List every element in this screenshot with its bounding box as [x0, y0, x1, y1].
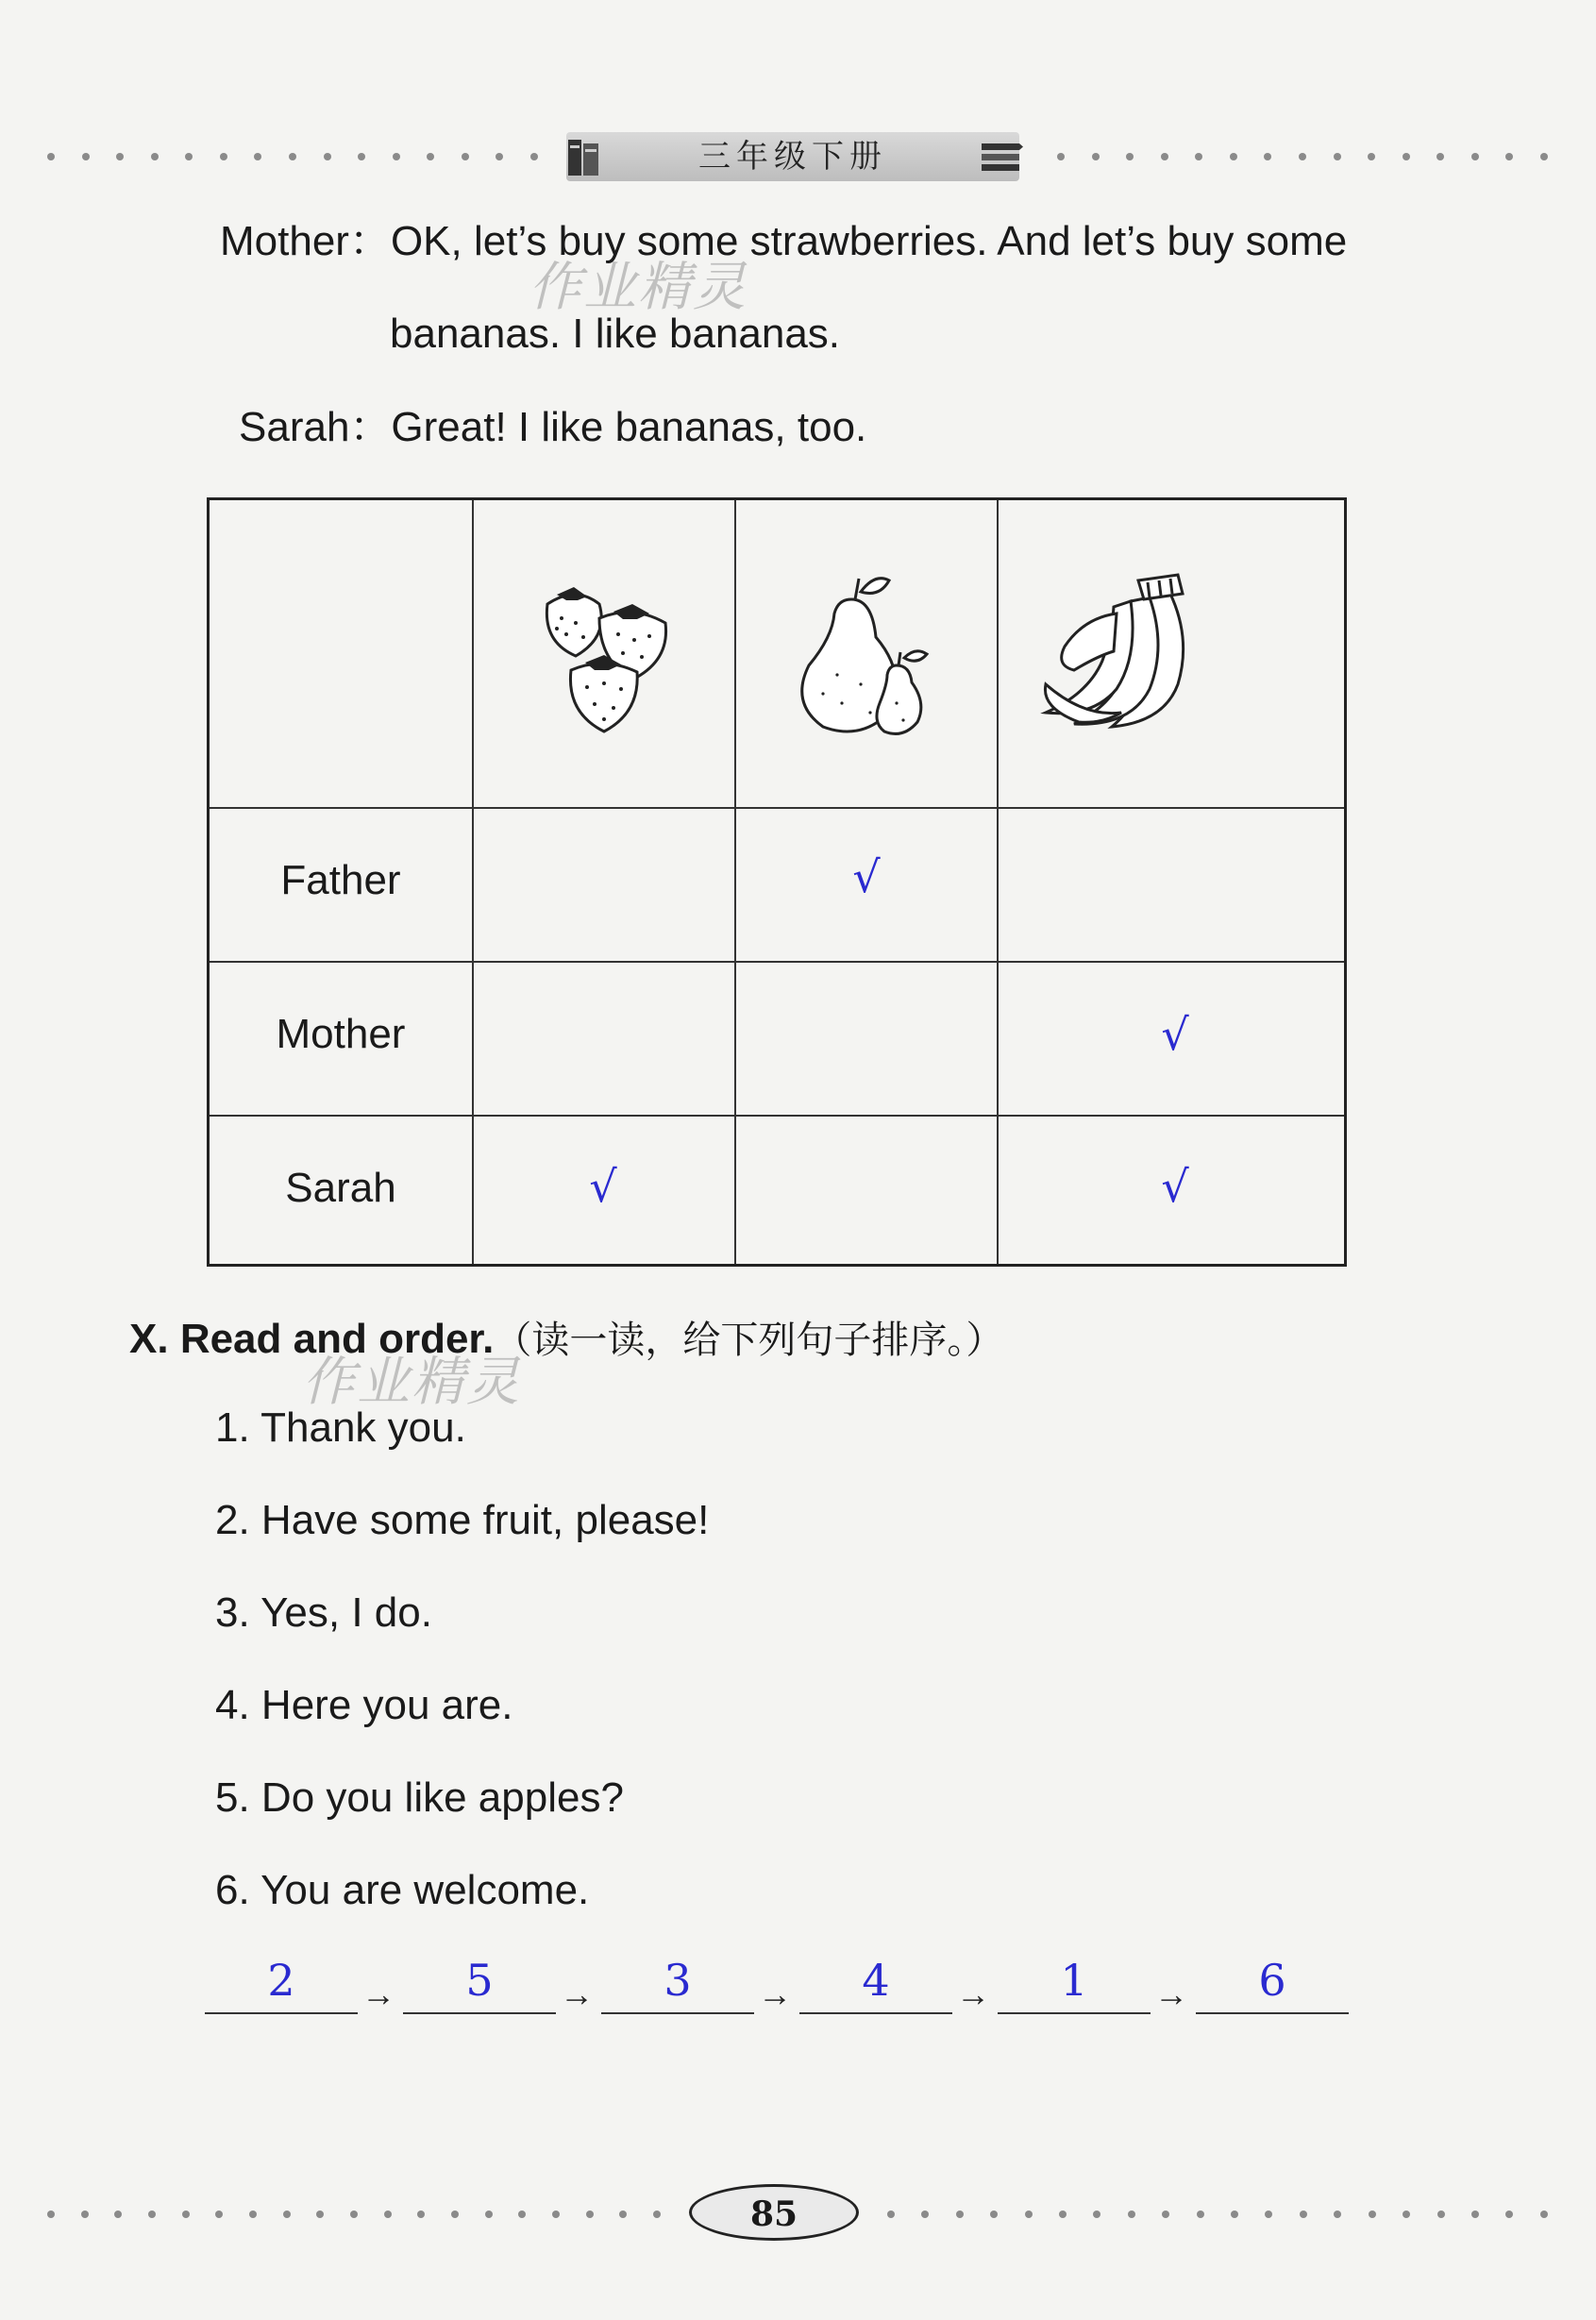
check-mark-sarah-bananas: √: [1161, 1161, 1189, 1212]
arrow-icon: →: [1154, 1975, 1188, 2013]
check-mark-sarah-strawberries: √: [589, 1161, 617, 1212]
row-label-father: Father: [280, 857, 401, 903]
dialogue-text: OK, let’s buy some strawberries. And let’s buy some: [390, 218, 1348, 264]
footer-dots-left: [47, 2209, 661, 2220]
dialogue-line-mother: [220, 215, 1347, 268]
answer-blank-3[interactable]: 3: [601, 1948, 754, 2014]
answer-blank-1[interactable]: 2: [205, 1948, 358, 2014]
check-mark-mother-bananas: √: [1161, 1009, 1189, 1060]
sentence-item: 5. Do you like apples?: [215, 1774, 624, 1821]
answer-blank-2[interactable]: 5: [403, 1948, 556, 2014]
pears-icon: [785, 571, 946, 746]
arrow-icon: →: [956, 1975, 990, 2013]
page-number: 85: [689, 2184, 859, 2241]
dialogue-text: bananas. I like bananas.: [390, 311, 841, 357]
row-label-sarah: Sarah: [285, 1165, 396, 1211]
answer-blank-6[interactable]: 6: [1196, 1948, 1349, 2014]
sentence-item: 6. You are welcome.: [215, 1867, 590, 1913]
sentence-item: 1. Thank you.: [215, 1404, 466, 1451]
sentence-item: 4. Here you are.: [215, 1682, 513, 1728]
answer-blank-4[interactable]: 4: [799, 1948, 952, 2014]
sentence-item: 3. Yes, I do.: [215, 1589, 432, 1636]
section-heading: [129, 1310, 1003, 1364]
watermark: 作业精灵: [529, 257, 748, 318]
speaker-separator: ：: [349, 404, 392, 450]
header-title: 三年级下册: [698, 138, 887, 176]
header-dots-left: [47, 151, 538, 162]
arrow-icon: →: [361, 1975, 395, 2013]
speaker-separator: ：: [348, 218, 391, 264]
speaker-name: Mother: [220, 218, 349, 264]
bananas-icon: [1027, 562, 1235, 741]
section-number: X.: [129, 1316, 169, 1362]
watermark: 作业精灵: [302, 1352, 521, 1413]
row-label-mother: Mother: [276, 1011, 406, 1057]
pencil-ruler-icon: [980, 138, 1023, 176]
check-mark-father-pears: √: [852, 851, 881, 902]
header-dots-right: [1057, 151, 1548, 162]
arrow-icon: →: [758, 1975, 792, 2013]
sentence-item: 2. Have some fruit, please!: [215, 1497, 710, 1543]
dialogue-line-sarah: [239, 401, 866, 454]
speaker-name: Sarah: [239, 404, 350, 450]
arrow-icon: →: [560, 1975, 594, 2013]
section-title: Read and order.: [179, 1316, 495, 1362]
fruit-preference-table: [207, 497, 1347, 1267]
section-instruction: （读一读，给下列句子排序。）: [494, 1319, 1004, 1362]
answer-blank-5[interactable]: 1: [998, 1948, 1151, 2014]
footer-dots-right: [887, 2209, 1548, 2220]
dialogue-text: Great! I like bananas, too.: [391, 404, 867, 450]
strawberries-icon: [529, 566, 680, 746]
